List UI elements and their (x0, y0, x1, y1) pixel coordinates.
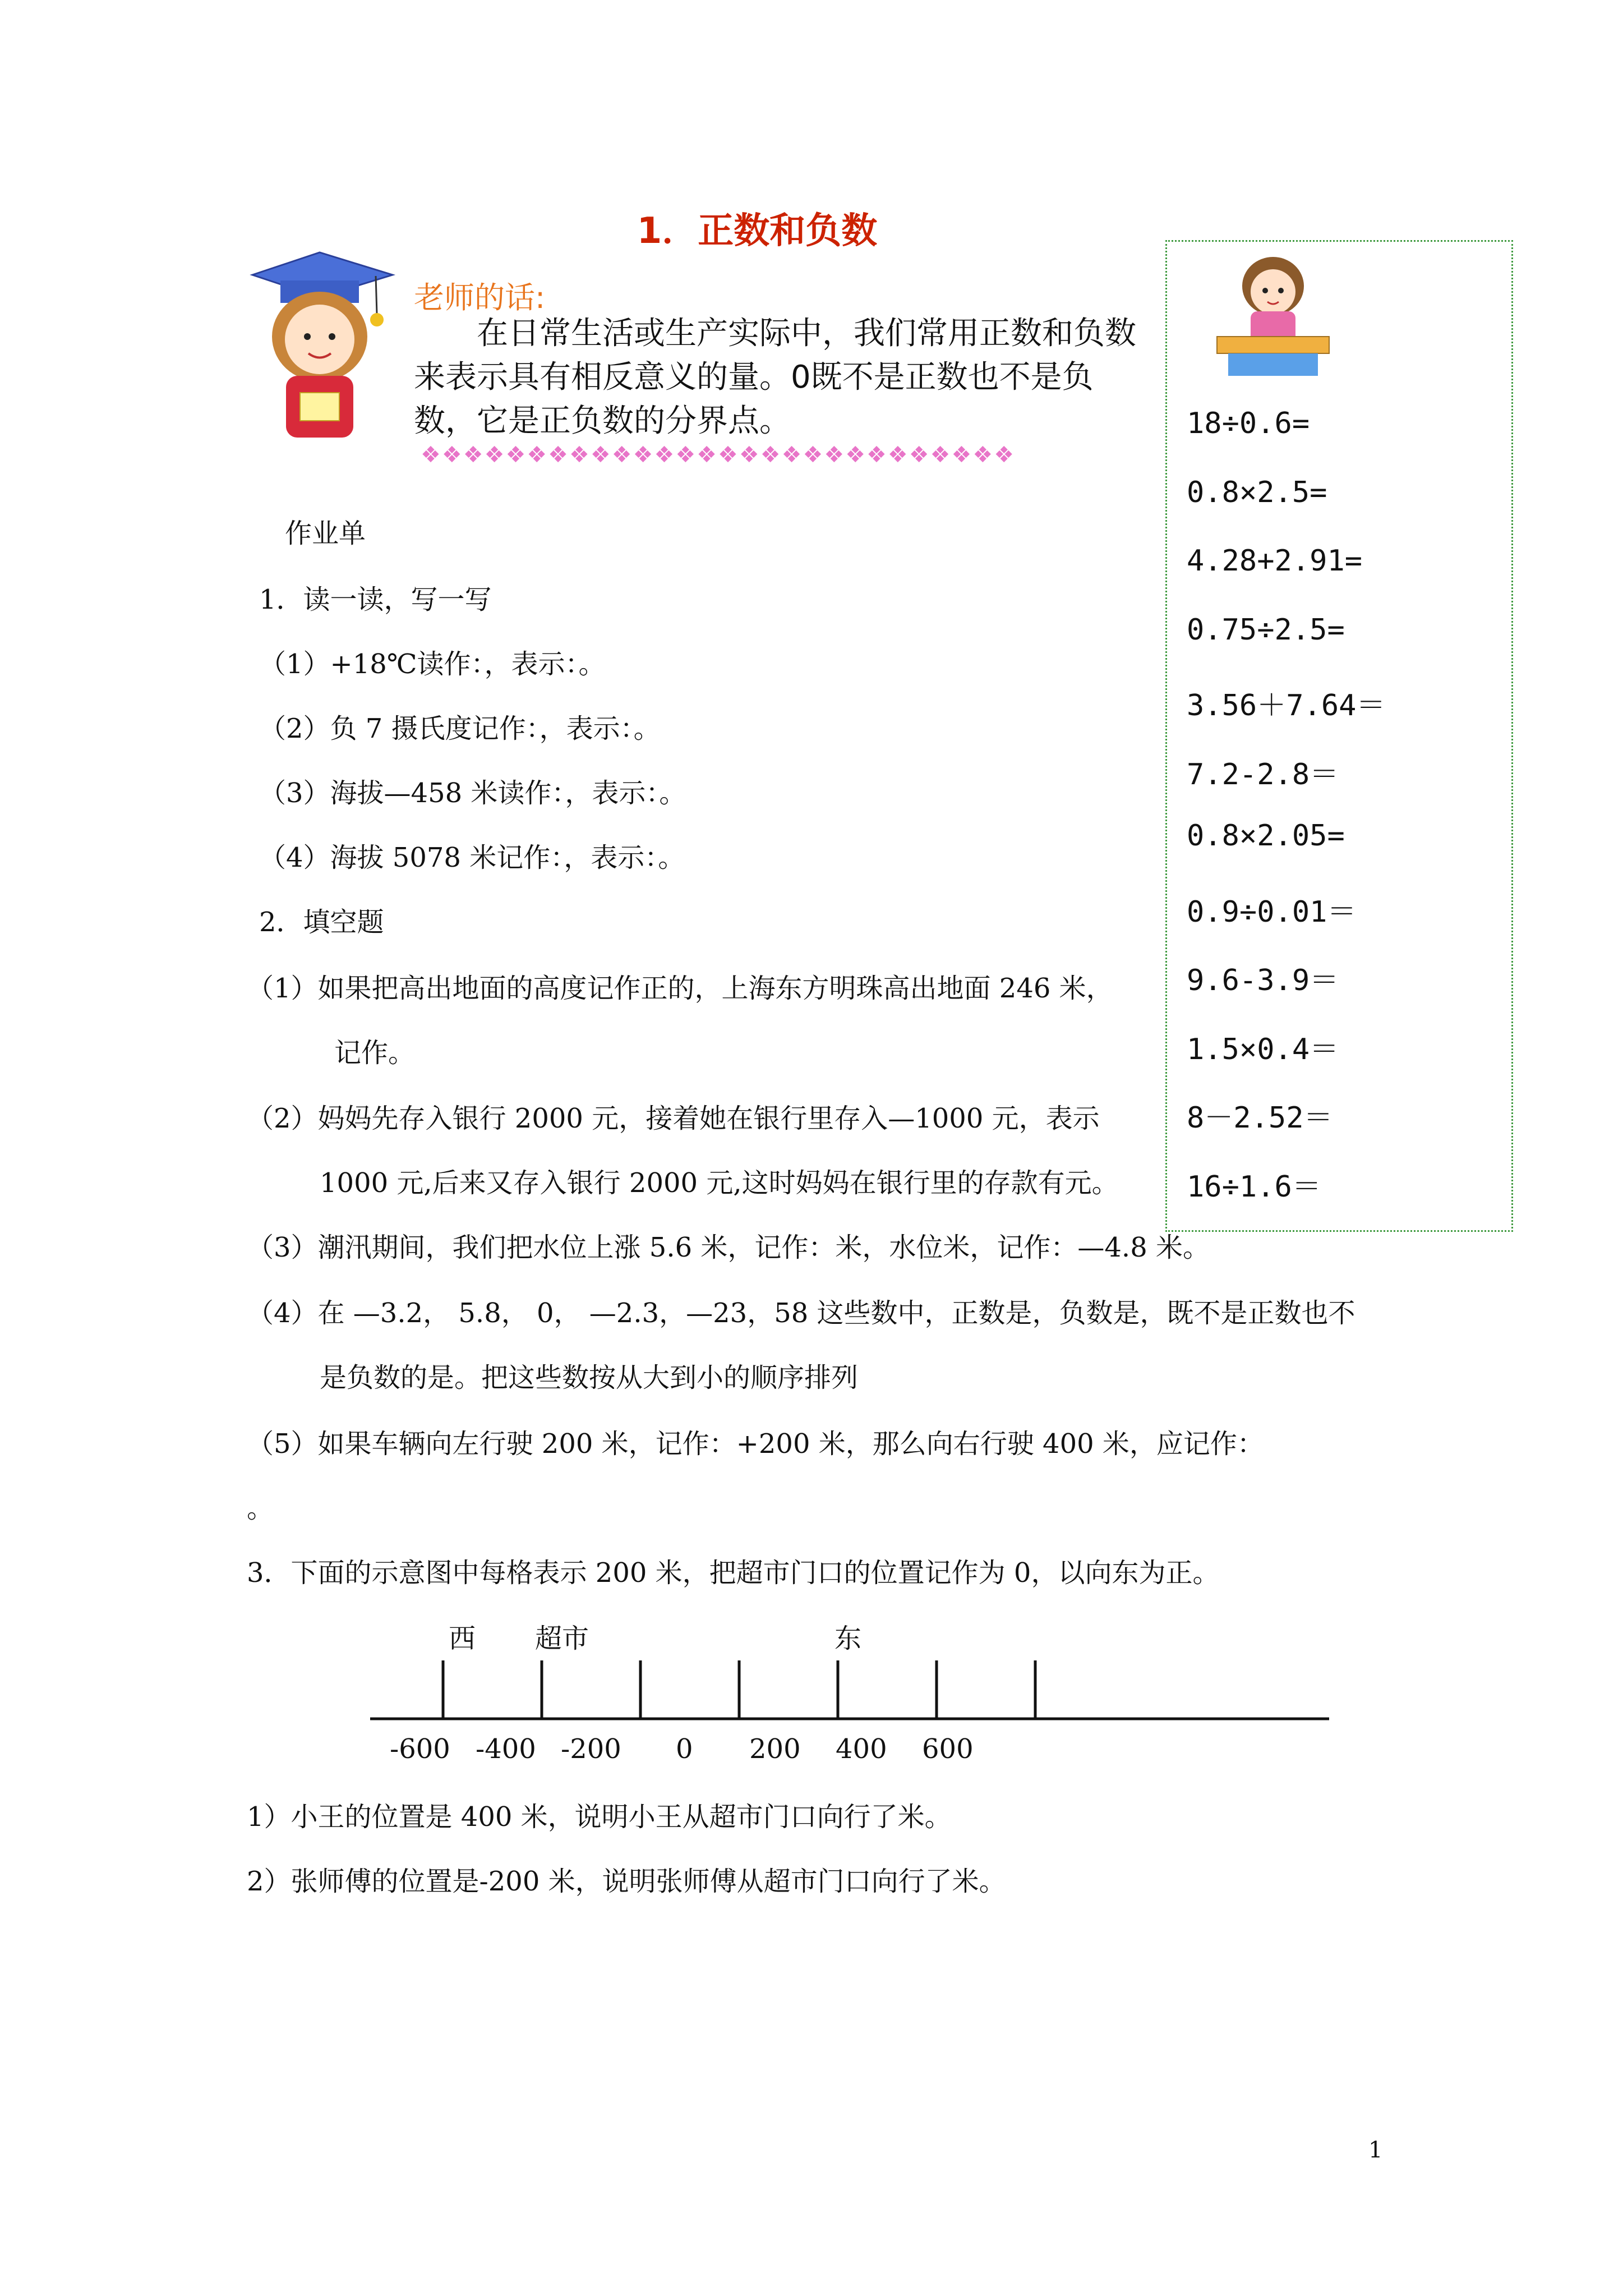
tick-label: -400 (476, 1733, 536, 1765)
q3-1: 1）小王的位置是 400 米，说明小王从超市门口向行了米。 (247, 1801, 952, 1833)
calc-9: 9.6-3.9＝ (1187, 964, 1339, 997)
q2-5: （5）如果车辆向左行驶 200 米，记作：+200 米，那么向右行驶 400 米，应记作： (247, 1428, 1264, 1460)
calc-2: 0.8×2.5= (1187, 476, 1327, 509)
page-title: 1．正数和负数 (637, 210, 878, 252)
q3-title: 3．下面的示意图中每格表示 200 米，把超市门口的位置记作为 0，以向东为正。 (247, 1557, 1220, 1589)
calc-4: 0.75÷2.5= (1187, 613, 1345, 647)
page-number: 1 (1368, 2137, 1383, 2163)
teacher-label: 老师的话: (414, 280, 546, 315)
calc-6: 7.2-2.8＝ (1187, 758, 1339, 792)
calc-12: 16÷1.6＝ (1187, 1170, 1321, 1204)
q1-item-2: （2）负 7 摄氏度记作：，表示：。 (259, 713, 661, 744)
q2-4-line-1: （4）在 —3.2， 5.8， 0， —2.3，—23，58 这些数中，正数是，负数是，既不是正数也不 (247, 1297, 1355, 1329)
label-market: 超市 (535, 1623, 589, 1654)
label-east: 东 (834, 1623, 862, 1654)
calculation-box (1165, 240, 1513, 1232)
q2-5-end: 。 (247, 1493, 274, 1524)
q1-title: 1．读一读，写一写 (259, 584, 492, 615)
tick-label: -600 (390, 1733, 450, 1765)
decorative-border: ❖❖❖❖❖❖❖❖❖❖❖❖❖❖❖❖❖❖❖❖❖❖❖❖❖❖❖❖ (421, 442, 1016, 468)
q1-item-3: （3）海拔—458 米读作：，表示：。 (259, 777, 686, 809)
worksheet-label: 作业单 (285, 518, 366, 549)
tick-label: 400 (836, 1733, 887, 1765)
q2-2-line-2: 1000 元,后来又存入银行 2000 元,这时妈妈在银行里的存款有元。 (320, 1167, 1119, 1199)
q2-1-line-2: 记作。 (334, 1037, 416, 1069)
q1-item-4: （4）海拔 5078 米记作：，表示：。 (259, 842, 685, 873)
calc-10: 1.5×0.4＝ (1187, 1033, 1339, 1066)
calc-5: 3.56＋7.64＝ (1187, 689, 1386, 723)
label-west: 西 (449, 1623, 476, 1654)
calc-8: 0.9÷0.01＝ (1187, 895, 1357, 929)
calc-1: 18÷0.6= (1187, 407, 1310, 440)
tick-label: -200 (561, 1733, 621, 1765)
tick-label: 200 (749, 1733, 801, 1765)
q2-2-line-1: （2）妈妈先存入银行 2000 元，接着她在银行里存入—1000 元，表示 (247, 1103, 1100, 1134)
q2-4-line-2: 是负数的是。把这些数按从大到小的顺序排列 (320, 1362, 859, 1393)
calc-3: 4.28+2.91= (1187, 544, 1363, 578)
calc-11: 8－2.52＝ (1187, 1101, 1333, 1135)
q2-title: 2．填空题 (259, 907, 384, 938)
teacher-illustration (247, 241, 398, 443)
tick-label: 0 (676, 1733, 693, 1765)
teacher-text: 在日常生活或生产实际中，我们常用正数和负数来表示具有相反意义的量。0既不是正数也不是负数，它是正负数的分界点。 (414, 315, 1136, 439)
q1-item-1: （1）+18℃读作：，表示：。 (259, 648, 606, 680)
tick-label: 600 (922, 1733, 974, 1765)
q2-1-line-1: （1）如果把高出地面的高度记作正的，上海东方明珠高出地面 246 米， (247, 973, 1113, 1004)
q2-3: （3）潮汛期间，我们把水位上涨 5.6 米，记作：米，水位米，记作：—4.8 米。 (247, 1232, 1210, 1263)
number-line (370, 1660, 1335, 1733)
student-illustration (1211, 252, 1335, 381)
calc-7: 0.8×2.05= (1187, 819, 1345, 853)
q3-2: 2）张师傅的位置是-200 米，说明张师傅从超市门口向行了米。 (247, 1866, 1006, 1897)
